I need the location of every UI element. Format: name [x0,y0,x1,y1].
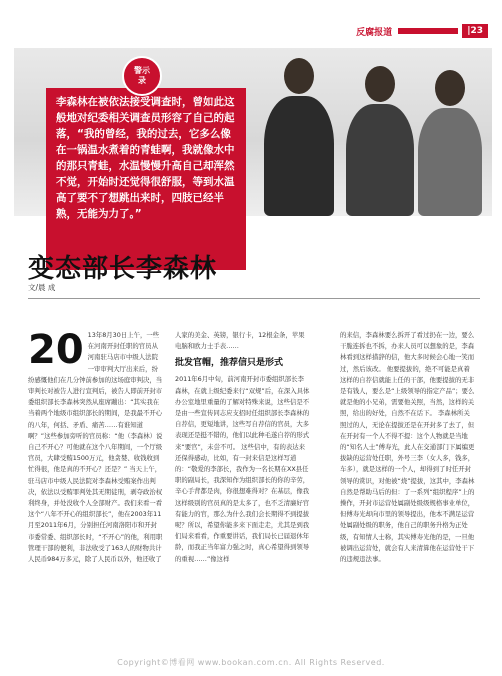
article-column-3 [340,330,475,565]
person-figure [346,104,414,216]
header-stripe [398,28,458,34]
page-header [356,22,488,40]
badge-line-2: 录 [138,76,146,85]
copyright-footer: Copyright©博看网 www.bookan.com.cn. All Rights Reserved. [117,658,385,667]
column-3-text: 的来信，李森林要么拆开了看过扔在一边，要么干脆连拆也不拆，办来人员可以想象的是，李森林看到这样措辞的信，他大多时候会心地一笑而过，然后该改。 他要提拔的，绝不可能是真着这样的自荐信就能上任的干部，他要提拔的无非是有钱人，要么是“上级领导的指定产品”；要么就是他的小兄弟，需要他关照，当然，这样的关照，给出的好处，自然不在话下。 李森林所关照过的人，无论在提拔还是在开封多了去了，但在开封有一个人不得不提：这个人物就是当地的“知名人士”傅寿光，此人在交通部门下属编更拔缺的运营处任职，外号三李（女人多，钱多，车多），就是这样的一个人，却得到了时任开封领导的赏识，对他被“烧”提拔，这其中，李森林自然是帮助马后的但：了一系列“组织程序”上的操作，开封市运营处属副处级级规格事业单位，但傅寿光却向市里的领导提出，他本不满足运营处属副处级的职务，他自己的职务升格为正处级，有知情人士称，其实傅寿光他的是，一旦他被调出运营处，就会有人来清算他在运营处干下的违规违法事。 [340,331,475,564]
title-divider [28,298,480,299]
person-figure [418,108,482,216]
warning-quote-box [46,88,246,270]
article-byline: 文/晨 成 [28,283,56,292]
dropcap: 20 [28,327,84,373]
column-2-lead: 人家的美金、英镑，银行卡，12根金条，苹果电脑和欧力士手表…… [175,331,305,351]
article-title: 变态部长李森林 [28,254,218,284]
article-column-1 [28,327,163,565]
column-1-text: 13年8月30日上午，一些在河南开封任职的官员从河南驻马店市中级人法院一审审判大厅出来后，纷纷感慨他们在几分钟前参加的这场庭审判决，当审判长对被告人进行宣判后，被告人即前开封市委组织部长李森林突然从座席蹦出：“其实我在当着两个地级市组织部长的期间，是我最不开心的八年，何括、矛盾、痛苦……有谁知道啊？”这些参加旁听的官员称：“他（李森林）说自己不开心？可他就在这个八年期间，一个厅级官员，大肆受贿1500万元，他贪婪、收钱收到忙得很，他是真的不开心？还是？” 当天上午，驻马店市中级人民法院对李森林受贿案作出判决，依法以受贿罪判处其无期徒刑，剥夺政治权利终身，并处没收个人全部财产。我们来看一看这个“八年不开心的组织部长”，他在2003年11月至2011年6月，分别担任河南洛阳市和开封市委常委、组织部长时，“不开心”的他，利用职管理干部的便利，非法收受了163人的财物共计人民币984万多元，除了人民币以外，他还收了 [28,331,163,564]
badge-line-1: 警示 [134,66,150,75]
warning-badge [122,56,162,96]
quote-text: 李森林在被依法接受调查时，曾如此这般地对纪委相关调查员形容了自己的起落，“我的曾经，我的过去，它多么像在一锅温水煮着的青蛙啊，我就像水中的那只青蛙，水温慢慢升高自己却浑然不觉，开始时还觉得很舒服，等到水温高了要不了想跳出来时，四肢已经半熟，无能为力了。” [56,96,235,220]
person-figure [264,96,334,216]
section-label: 反腐报道 [356,27,393,38]
column-2-text: 2011年6月中旬，前河南开封市委组织部长李森林，在就上级纪委来行“双规”后，在深入具体办公室地里重量的了解对特殊来说，这些信是不是由一些宣传同志应支招时任组织部长李森林的自荐信，更短地讲，这些写自荐信的官员，大多表现还是挺不错的，他们以此种毛遂自荐的形式来“要官”，未尝不可。 这些信中，有的表达来还保得感动，比如，有一封来信是这样写道的：“敬爱的李部长，我作为一名长期在XX县任职的副局长，我深知作为组织部长的你的辛劳，辛心手背都是肉，你很想难得对？在基层，像我这样级别的官员真的是太多了，也不乏清廉好官有能力的官，那么为什么我们会长期得不到提拔呢？所以，希望你能多来下面走走，尤其是到我们局来看看，作重要讲话，我们局长已届退休年龄，而我正当年富力强之时，真心希望得到领导的重视……”像这样 [175,375,310,563]
page-number: |23 [462,24,488,38]
article-column-2 [175,330,310,565]
section-subhead: 批发官帽，推荐信只是形式 [175,358,284,369]
